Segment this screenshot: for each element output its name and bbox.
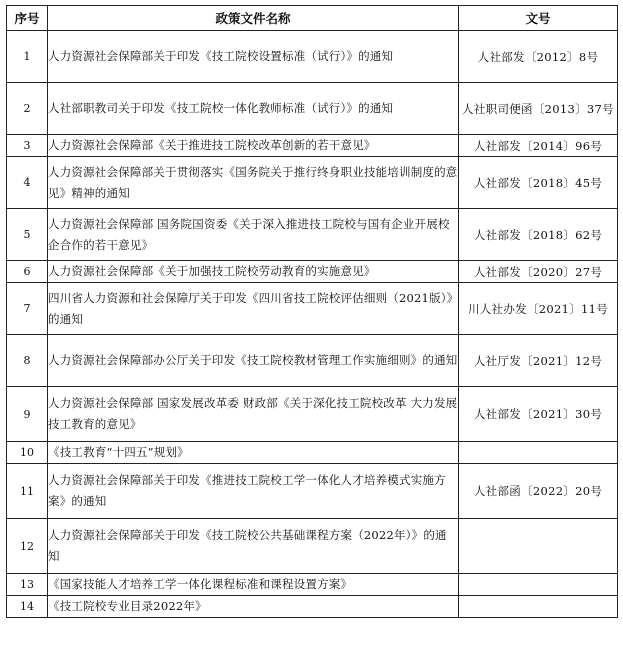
header-doc-no: 文号: [459, 6, 618, 31]
table-row: [7, 157, 618, 209]
row-no: 4: [7, 157, 48, 209]
row-no: 6: [7, 261, 48, 283]
row-doc-no: 人社厅发〔2021〕12号: [459, 335, 618, 387]
row-no: 10: [7, 442, 48, 464]
row-title: 人力资源社会保障部关于贯彻落实《国务院关于推行终身职业技能培训制度的意见》精神的通知: [48, 157, 459, 209]
row-title: 《国家技能人才培养工学一体化课程标准和课程设置方案》: [48, 574, 459, 596]
row-doc-no: 人社部发〔2020〕27号: [459, 261, 618, 283]
table-row: [7, 83, 618, 135]
row-no: 7: [7, 283, 48, 335]
row-doc-no: [459, 519, 618, 574]
header-title: 政策文件名称: [48, 6, 459, 31]
row-title: 人力资源社会保障部《关于推进技工院校改革创新的若干意见》: [48, 135, 459, 157]
row-doc-no: 人社部发〔2018〕45号: [459, 157, 618, 209]
row-no: 13: [7, 574, 48, 596]
row-no: 2: [7, 83, 48, 135]
row-no: 8: [7, 335, 48, 387]
header-row: [7, 6, 618, 31]
table-row: [7, 335, 618, 387]
row-doc-no: 人社部发〔2021〕30号: [459, 387, 618, 442]
table-row: [7, 596, 618, 618]
row-title: 《技工院校专业目录2022年》: [48, 596, 459, 618]
row-doc-no: [459, 574, 618, 596]
table-row: [7, 209, 618, 261]
row-title: 人力资源社会保障部关于印发《技工院校设置标准（试行）》的通知: [48, 31, 459, 83]
policy-table: [6, 5, 618, 618]
row-no: 11: [7, 464, 48, 519]
row-doc-no: 川人社办发〔2021〕11号: [459, 283, 618, 335]
table-row: [7, 464, 618, 519]
row-title: 人社部职教司关于印发《技工院校一体化教师标准（试行）》的通知: [48, 83, 459, 135]
row-no: 5: [7, 209, 48, 261]
row-no: 1: [7, 31, 48, 83]
table-row: [7, 387, 618, 442]
table-row: [7, 135, 618, 157]
row-doc-no: 人社部发〔2012〕8号: [459, 31, 618, 83]
row-no: 14: [7, 596, 48, 618]
row-no: 3: [7, 135, 48, 157]
row-title: 人力资源社会保障部 国务院国资委《关于深入推进技工院校与国有企业开展校企合作的若干意见》: [48, 209, 459, 261]
row-title: 四川省人力资源和社会保障厅关于印发《四川省技工院校评估细则（2021版）》的通知: [48, 283, 459, 335]
table-row: [7, 574, 618, 596]
row-title: 人力资源社会保障部 国家发展改革委 财政部《关于深化技工院校改革 大力发展技工教育的意见》: [48, 387, 459, 442]
row-no: 9: [7, 387, 48, 442]
row-doc-no: [459, 596, 618, 618]
table-row: [7, 283, 618, 335]
row-doc-no: [459, 442, 618, 464]
table-row: [7, 31, 618, 83]
row-title: 《技工教育“十四五”规划》: [48, 442, 459, 464]
table-row: [7, 442, 618, 464]
row-doc-no: 人社部函〔2022〕20号: [459, 464, 618, 519]
row-title: 人力资源社会保障部办公厅关于印发《技工院校教材管理工作实施细则》的通知: [48, 335, 459, 387]
table-row: [7, 519, 618, 574]
header-no: 序号: [7, 6, 48, 31]
row-title: 人力资源社会保障部关于印发《技工院校公共基础课程方案（2022年）》的通知: [48, 519, 459, 574]
row-doc-no: 人社职司便函〔2013〕37号: [459, 83, 618, 135]
row-title: 人力资源社会保障部《关于加强技工院校劳动教育的实施意见》: [48, 261, 459, 283]
row-title: 人力资源社会保障部关于印发《推进技工院校工学一体化人才培养模式实施方案》的通知: [48, 464, 459, 519]
row-doc-no: 人社部发〔2014〕96号: [459, 135, 618, 157]
row-no: 12: [7, 519, 48, 574]
table-row: [7, 261, 618, 283]
row-doc-no: 人社部发〔2018〕62号: [459, 209, 618, 261]
